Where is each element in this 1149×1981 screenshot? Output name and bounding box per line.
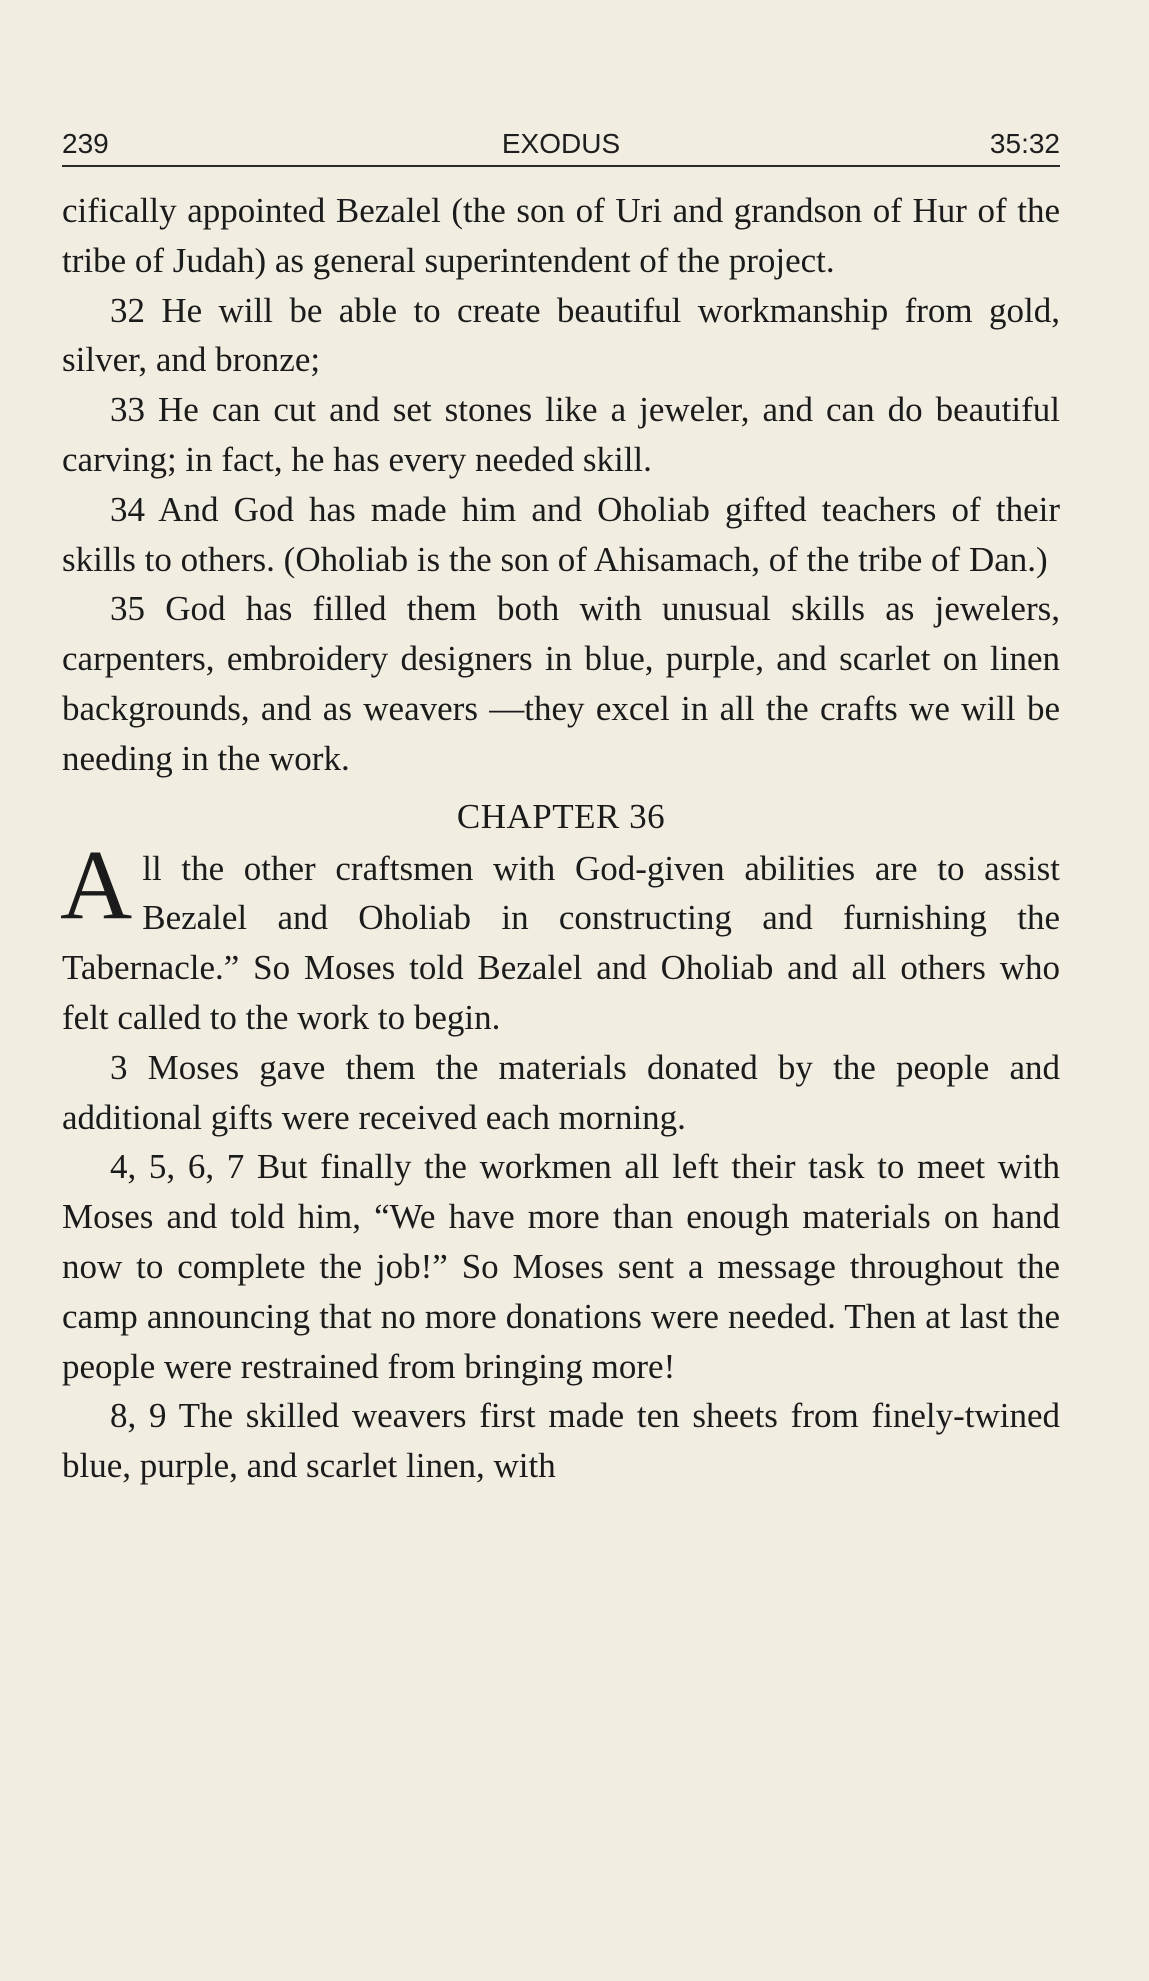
running-header — [62, 124, 1060, 164]
drop-cap: A — [60, 828, 133, 940]
verse-8-9: 8, 9 The skilled weavers first made ten sheets from finely-twined blue, purple, and scarlet linen, with — [62, 1396, 1060, 1486]
verse-32: 32 He will be able to create beautiful workmanship from gold, silver, and bronze; — [62, 290, 1060, 380]
verse-35: 35 God has filled them both with unusual skills as jewelers, carpenters, embroidery designers in blue, purple, and scarlet on linen backgrounds, and as weavers —they excel in all the crafts we will be needing in the work. — [62, 589, 1060, 778]
verse-3: 3 Moses gave them the materials donated by the people and additional gifts were received each morning. — [62, 1047, 1060, 1137]
verse-33: 33 He can cut and set stones like a jeweler, and can do beautiful carving; in fact, he has every needed skill. — [62, 390, 1060, 479]
paragraph-continuation: cifically appointed Bezalel (the son of Uri and grandson of Hur of the tribe of Judah) as general superintendent of the project. — [62, 191, 1060, 280]
verse-34: 34 And God has made him and Oholiab gifted teachers of their skills to others. (Oholiab is the son of Ahisamach, of the tribe of Dan.) — [62, 489, 1060, 579]
verse-reference: 35:32 — [989, 128, 1060, 159]
book-title: EXODUS — [501, 128, 621, 159]
verse-4-7: 4, 5, 6, 7 But finally the workmen all left their task to meet with Moses and told him, “We have more than enough materials on hand now to complete the job!” So Moses sent a message throughout the camp announcing that no more donations were needed. Then at last the people were restrained from bringing more! — [62, 1147, 1060, 1386]
page-number: 239 — [62, 128, 109, 159]
chapter-heading: CHAPTER 36 — [456, 796, 666, 836]
header-divider — [62, 165, 1060, 167]
page-body — [62, 186, 1060, 1491]
chapter-opening-paragraph — [60, 828, 1060, 1043]
opening-text: ll the other craftsmen with God-given abilities are to assist Bezalel and Oholiab in constructing and furnishing the Tabernacle.” So Moses told Bezalel and Oholiab and all others who felt called to the work to begin. — [62, 848, 1060, 1037]
